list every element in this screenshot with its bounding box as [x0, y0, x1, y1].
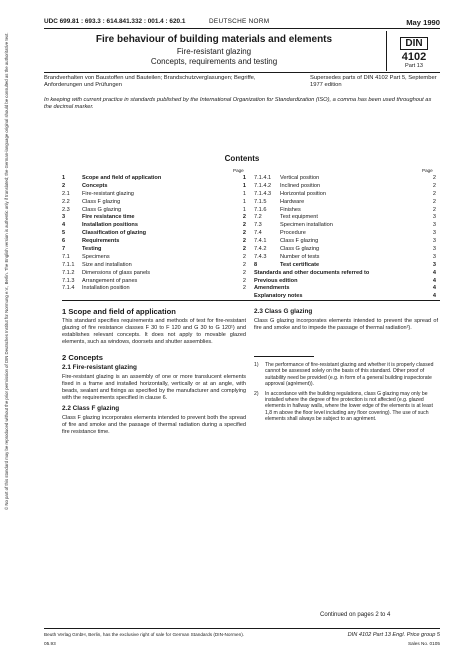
body-left-column [62, 308, 246, 439]
toc-entry-label: Specimen installation [280, 222, 333, 229]
toc-entry [254, 238, 436, 246]
toc-entry-number: 7.1.5 [254, 198, 267, 205]
toc-entry [62, 230, 246, 238]
toc-entry-label: Installation position [82, 285, 130, 292]
udc-code: UDC 699.81 : 693.3 : 614.841.332 : 001.4 : 620.1 [44, 18, 186, 25]
toc-entry [62, 254, 246, 262]
toc-entry-page: 3 [432, 238, 436, 245]
toc-entry-label: Concepts [82, 182, 108, 189]
toc-entry-label: Test equipment [280, 214, 318, 221]
footer-code: 05.93 [44, 641, 56, 646]
toc-entry-label: Scope and field of application [82, 175, 162, 181]
toc-entry-label: Finishes [280, 206, 301, 213]
section-1-text: This standard specifies requirements and methods of test for fire-resistant glazing of fire resistance classes F 30 to F 120 and G 30 to G 120¹) and establishes relevant concepts. It does not apply to movable glazed elements, such as windows, doorsets and shutter assemblies. [62, 318, 246, 345]
toc-entry-label: Test certificate [280, 261, 320, 268]
toc-entry-number: 2.3 [62, 206, 70, 213]
toc-entry-number: 7.1.4.2 [254, 182, 272, 189]
toc-entry [254, 191, 436, 199]
toc-entry-number: 7.4.1 [254, 238, 267, 245]
header-rule [44, 28, 440, 29]
toc-entry [62, 183, 246, 191]
body-right-column [254, 308, 438, 335]
footnote-1: 1) The performance of fire-resistant glazing and whether it is properly classed cannot be assessed solely on the basis of this standard. Other proof of suitability need be provided (e.g. in form of a general building inspectorate approval (agrément)). [254, 362, 434, 388]
toc-entry [62, 214, 246, 222]
toc-entry-number: 7.1.4 [62, 285, 75, 292]
toc-entry [254, 254, 436, 262]
toc-entry-label: Class G glazing [280, 246, 320, 253]
toc-entry [254, 285, 436, 293]
toc-entry-label: Testing [82, 246, 102, 253]
toc-entry-label: Class G glazing [82, 206, 122, 213]
contents-rule [62, 300, 440, 301]
toc-entry [254, 222, 436, 230]
toc-entry-page: 3 [432, 214, 436, 221]
toc-entry-number: 7.1.3 [62, 277, 75, 284]
din-mark: DIN [400, 37, 427, 50]
standard-number: 4102 [401, 51, 427, 63]
toc-entry-label: Procedure [280, 230, 306, 237]
toc-entry-label: Fire resistance time [82, 214, 135, 221]
toc-entry-label: Classification of glazing [82, 230, 147, 237]
footer-publisher: Beuth Verlag GmbH, Berlin, has the exclusive right of sale for German Standards (DIN-Normen). [44, 632, 245, 637]
toc-entry-number: 7.1 [62, 253, 70, 260]
toc-entry-page: 2 [432, 198, 436, 205]
toc-entry [62, 191, 246, 199]
toc-entry [254, 175, 436, 183]
toc-entry-label: Standards and other documents referred to [254, 269, 370, 276]
toc-entry-number: 5 [62, 230, 66, 237]
issue-date: May 1990 [406, 18, 440, 27]
toc-entry-number: 1 [62, 175, 66, 181]
toc-entry-page: 2 [242, 214, 246, 221]
toc-entry-page: 1 [242, 206, 246, 213]
contents-page-label-left: Page [233, 168, 244, 173]
toc-entry-page: 2 [242, 222, 246, 229]
toc-entry-page: 3 [432, 253, 436, 260]
section-2-2-heading: 2.2 Class F glazing [62, 405, 120, 412]
toc-entry-page: 2 [432, 206, 436, 213]
toc-entry-label: Class F glazing [82, 198, 121, 205]
toc-entry-page: 4 [432, 293, 436, 300]
toc-entry-number: 7.4.3 [254, 253, 267, 260]
toc-entry [62, 278, 246, 286]
toc-entry-page: 4 [432, 277, 436, 284]
toc-entry-number: 3 [62, 214, 66, 221]
section-2-3-heading: 2.3 Class G glazing [254, 308, 313, 315]
contents-heading: Contents [224, 154, 260, 163]
title-subtitle-2: Concepts, requirements and testing [150, 57, 278, 66]
contents-page-label-right: Page [422, 168, 433, 173]
footnote-1-text: The performance of fire-resistant glazing and whether it is properly classed cannot be assessed solely on the basis of this standard. Other proof of suitability need be provided (e.g. in form of a general building inspectorate approval (agrément)). [265, 362, 434, 388]
toc-entry [62, 175, 246, 183]
standard-part: Part 13 [404, 63, 424, 69]
toc-entry-number: 2 [62, 182, 66, 189]
copyright-side-note [4, 32, 20, 510]
toc-entry-page: 1 [242, 175, 246, 181]
section-2-heading: 2 Concepts [62, 353, 103, 362]
toc-entry-label: Class F glazing [280, 238, 319, 245]
toc-entry-page: 2 [242, 230, 246, 237]
toc-entry-number: 7.1.1 [62, 261, 75, 268]
din-logo [390, 33, 438, 69]
side-note-text: © No part of this standard may be reproduced without the prior permission of DIN Deutsches Institut für Normung e.V., Berlin. The English version is authentic only if translated; the German-language original should be consulted as the authoritative text. [4, 32, 9, 510]
toc-entry [62, 199, 246, 207]
toc-entry-label: Requirements [82, 238, 120, 245]
toc-entry [254, 278, 436, 286]
toc-entry-page: 2 [432, 190, 436, 197]
toc-entry-number: 7.4 [254, 230, 262, 237]
toc-entry-label: Specimens [82, 253, 110, 260]
toc-entry-label: Hardware [280, 198, 305, 205]
toc-entry-number: 7.1.4.1 [254, 175, 272, 181]
toc-entry [62, 262, 246, 270]
section-2-1-text: Fire-resistant glazing is an assembly of one or more translucent elements fixed in a frame and installed horizontally, vertically or at an angle, with beads, sealant and fixings as specified by the manufacturer and complying with the requirements specified in clause 6. [62, 374, 246, 401]
title-subtitle-1: Fire-resistant glazing [176, 47, 252, 56]
toc-entry-label: Installation positions [82, 222, 138, 229]
toc-entry-label: Arrangement of panes [82, 277, 138, 284]
toc-entry-page: 2 [242, 269, 246, 276]
toc-entry-page: 2 [432, 182, 436, 189]
toc-entry-label: Size and installation [82, 261, 132, 268]
toc-entry-page: 3 [432, 222, 436, 229]
continued-note: Continued on pages 2 to 4 [320, 612, 391, 618]
toc-entry [254, 214, 436, 222]
toc-entry-number: 8 [254, 261, 258, 268]
toc-entry-label: Previous edition [254, 277, 298, 284]
toc-entry-label: Fire-resistant glazing [82, 190, 134, 197]
document-title: Fire behaviour of building materials and elements [95, 34, 333, 45]
toc-entry-page: 3 [432, 261, 436, 268]
footnote-2-text: In accordance with the building regulations, class G glazing may only be installed where the degree of fire protection is not affected (e.g. glazed elements in hallway walls, where the lower edge of the elements is at least 1,8 m above the floor level including any floor covering). The use of such elements shall always be subject to an agrément. [265, 390, 433, 423]
footnotes [254, 362, 438, 423]
toc-entry [254, 207, 436, 215]
contents-list-right [254, 175, 436, 301]
norm-label: DEUTSCHE NORM [209, 18, 270, 25]
toc-entry [254, 230, 436, 238]
title-rule [44, 72, 440, 73]
toc-entry-number: 7.2 [254, 214, 262, 221]
supersedes-note: Supersedes parts of DIN 4102 Part 5, September 1977 edition [310, 75, 437, 88]
footnote-rule [254, 356, 314, 357]
toc-entry-number: 2.2 [62, 198, 70, 205]
title-block [44, 31, 440, 71]
toc-entry [254, 183, 436, 191]
toc-entry-number: 7.1.6 [254, 206, 267, 213]
german-title: Brandverhalten von Baustoffen und Bauteilen; Brandschutzverglasungen; Begriffe, Anforderungen und Prüfungen [44, 75, 256, 88]
toc-entry-page: 2 [242, 246, 246, 253]
toc-entry-page: 3 [432, 246, 436, 253]
toc-entry [254, 246, 436, 254]
toc-entry-page: 1 [242, 182, 246, 189]
footnote-2: 2) In accordance with the building regulations, class G glazing may only be installed where the degree of fire protection is not affected (e.g. glazed elements in hallway walls, where the lower edge of the elements is at least 1,8 m above the floor level including any floor covering). The use of such elements shall always be subject to an agrément. [254, 390, 433, 423]
toc-entry-page: 2 [242, 253, 246, 260]
toc-entry [62, 222, 246, 230]
section-2-2-text: Class F glazing incorporates elements intended to prevent both the spread of fire and smoke and the passage of thermal radiation during a specified fire resistance time. [62, 415, 246, 435]
toc-entry-number: 7 [62, 246, 66, 253]
toc-entry-label: Number of tests [280, 253, 320, 260]
toc-entry [62, 285, 246, 293]
toc-entry [62, 270, 246, 278]
toc-entry-page: 3 [432, 230, 436, 237]
contents-list-left [62, 175, 246, 293]
toc-entry-number: 7.1.2 [62, 269, 75, 276]
title-divider [386, 31, 387, 71]
toc-entry [62, 238, 246, 246]
toc-entry-page: 2 [242, 238, 246, 245]
toc-entry-label: Explanatory notes [254, 293, 303, 300]
toc-entry [254, 262, 436, 270]
decimal-marker-note: In keeping with current practice in standards published by the International Organization for Standardization (ISO), a comma has been used throughout as the decimal marker. [44, 97, 432, 110]
footer-reference: DIN 4102 Part 13 Engl. Price group 5 [347, 632, 440, 638]
footer-sales-number: Sales No. 0105 [407, 641, 440, 646]
footer-rule [44, 628, 440, 629]
toc-entry-number: 7.1.4.3 [254, 190, 272, 197]
toc-entry-page: 4 [432, 269, 436, 276]
toc-entry-page: 1 [242, 190, 246, 197]
toc-entry [62, 207, 246, 215]
toc-entry-label: Amendments [254, 285, 290, 292]
section-2-1-heading: 2.1 Fire-resistant glazing [62, 364, 137, 371]
toc-entry-number: 2.1 [62, 190, 70, 197]
toc-entry-number: 7.3 [254, 222, 262, 229]
toc-entry-label: Dimensions of glass panels [82, 269, 151, 276]
toc-entry [254, 199, 436, 207]
toc-entry-page: 2 [242, 277, 246, 284]
section-1-heading: 1 Scope and field of application [62, 307, 176, 316]
toc-entry [62, 246, 246, 254]
toc-entry-page: 2 [242, 285, 246, 292]
toc-entry-number: 6 [62, 238, 66, 245]
toc-entry-page: 2 [242, 261, 246, 268]
toc-entry-label: Vertical position [280, 175, 320, 181]
toc-entry-page: 2 [432, 175, 436, 181]
toc-entry-page: 1 [242, 198, 246, 205]
toc-entry-label: Inclined position [280, 182, 321, 189]
section-2-3-text: Class G glazing incorporates elements intended to prevent the spread of fire and smoke and to impede the passage of thermal radiation²). [254, 318, 438, 331]
toc-entry [254, 270, 436, 278]
toc-entry-label: Horizontal position [280, 190, 327, 197]
toc-entry-number: 4 [62, 222, 66, 229]
toc-entry-number: 7.4.2 [254, 246, 267, 253]
toc-entry-page: 4 [432, 285, 436, 292]
